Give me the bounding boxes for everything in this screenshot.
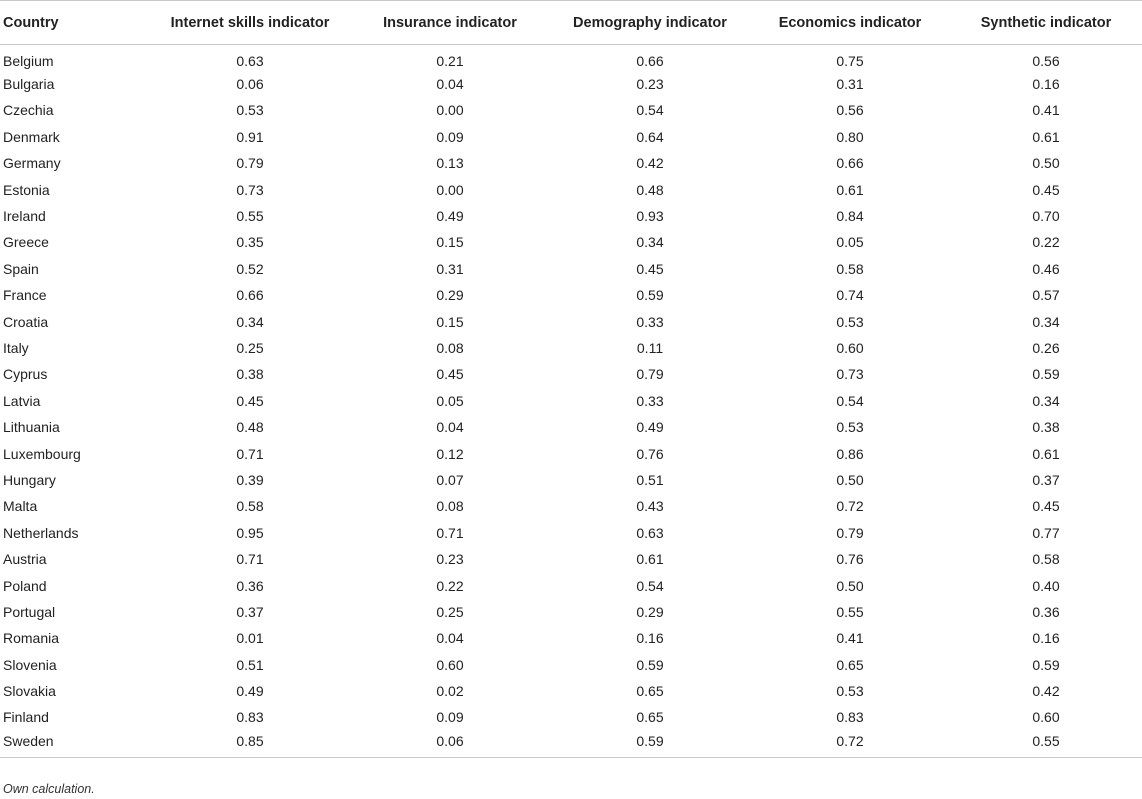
economics-cell: 0.83	[836, 709, 864, 726]
internet-skills-cell: 0.66	[236, 287, 264, 304]
table-row	[0, 467, 1142, 493]
insurance-cell: 0.15	[436, 313, 464, 330]
country-cell: Sweden	[0, 731, 150, 757]
synthetic-cell: 0.26	[1032, 339, 1060, 356]
insurance-cell: 0.71	[436, 524, 464, 541]
demography-cell: 0.29	[636, 603, 664, 620]
economics-cell: 0.84	[836, 208, 864, 225]
table-row	[0, 256, 1142, 282]
table-row	[0, 678, 1142, 704]
demography-cell: 0.59	[636, 287, 664, 304]
insurance-cell: 0.08	[436, 498, 464, 515]
insurance-cell: 0.13	[436, 155, 464, 172]
economics-cell: 0.65	[836, 656, 864, 673]
insurance-cell: 0.08	[436, 339, 464, 356]
demography-cell: 0.66	[636, 52, 664, 69]
synthetic-cell: 0.57	[1032, 287, 1060, 304]
synthetic-cell: 0.61	[1032, 128, 1060, 145]
demography-cell: 0.54	[636, 577, 664, 594]
country-cell: Latvia	[3, 392, 41, 409]
economics-cell: 0.58	[836, 260, 864, 277]
economics-cell: 0.76	[836, 551, 864, 568]
demography-cell: 0.16	[636, 630, 664, 647]
country-cell: Czechia	[3, 102, 54, 119]
internet-skills-cell: 0.49	[236, 683, 264, 700]
internet-skills-cell: 0.36	[236, 577, 264, 594]
insurance-cell: 0.04	[436, 630, 464, 647]
table-row	[0, 335, 1142, 361]
internet-skills-cell: 0.37	[236, 603, 264, 620]
internet-skills-cell: 0.01	[236, 630, 264, 647]
demography-cell: 0.51	[636, 471, 664, 488]
country-cell: Cyprus	[3, 366, 48, 383]
insurance-cell: 0.21	[436, 52, 464, 69]
economics-cell: 0.60	[836, 339, 864, 356]
table-row	[0, 124, 1142, 150]
economics-cell: 0.86	[836, 445, 864, 462]
synthetic-cell: 0.50	[1032, 155, 1060, 172]
demography-cell: 0.61	[636, 551, 664, 568]
economics-cell: 0.79	[836, 524, 864, 541]
internet-skills-cell: 0.73	[236, 181, 264, 198]
synthetic-cell: 0.56	[1032, 52, 1060, 69]
insurance-cell: 0.45	[436, 366, 464, 383]
economics-cell: 0.61	[836, 181, 864, 198]
header-insurance: Insurance indicator	[350, 1, 550, 45]
internet-skills-cell: 0.95	[236, 524, 264, 541]
table-row	[0, 731, 1142, 757]
economics-cell: 0.41	[836, 630, 864, 647]
synthetic-cell: 0.16	[1032, 630, 1060, 647]
demography-cell: 0.65	[636, 709, 664, 726]
demography-cell: 0.45	[636, 260, 664, 277]
demography-cell: 0.33	[636, 392, 664, 409]
table-row	[0, 388, 1142, 414]
demography-cell: 0.42	[636, 155, 664, 172]
table-row	[0, 150, 1142, 176]
country-cell: Austria	[3, 551, 47, 568]
internet-skills-cell: 0.83	[236, 709, 264, 726]
demography-cell: 0.59	[550, 731, 750, 757]
demography-cell: 0.64	[636, 128, 664, 145]
insurance-cell: 0.12	[436, 445, 464, 462]
country-cell: Netherlands	[3, 524, 79, 541]
insurance-cell: 0.23	[436, 551, 464, 568]
demography-cell: 0.48	[636, 181, 664, 198]
country-cell: Bulgaria	[3, 76, 55, 93]
internet-skills-cell: 0.71	[236, 551, 264, 568]
synthetic-cell: 0.34	[1032, 392, 1060, 409]
economics-cell: 0.74	[836, 287, 864, 304]
table-row	[0, 176, 1142, 202]
demography-cell: 0.59	[636, 656, 664, 673]
table-row	[0, 229, 1142, 255]
synthetic-cell: 0.60	[1032, 709, 1060, 726]
insurance-cell: 0.49	[436, 208, 464, 225]
table-row	[0, 308, 1142, 334]
demography-cell: 0.63	[636, 524, 664, 541]
demography-cell: 0.49	[636, 419, 664, 436]
economics-cell: 0.80	[836, 128, 864, 145]
internet-skills-cell: 0.91	[236, 128, 264, 145]
header-synthetic: Synthetic indicator	[950, 1, 1142, 45]
country-cell: Lithuania	[3, 419, 60, 436]
demography-cell: 0.33	[636, 313, 664, 330]
country-cell: Italy	[3, 339, 29, 356]
internet-skills-cell: 0.79	[236, 155, 264, 172]
country-cell: Slovakia	[3, 683, 56, 700]
table-row	[0, 625, 1142, 651]
table-row	[0, 282, 1142, 308]
internet-skills-cell: 0.85	[150, 731, 350, 757]
country-cell: Estonia	[3, 181, 50, 198]
country-cell: Portugal	[3, 603, 56, 620]
insurance-cell: 0.04	[436, 76, 464, 93]
country-cell: France	[3, 287, 47, 304]
country-cell: Luxembourg	[3, 445, 81, 462]
country-cell: Slovenia	[3, 656, 57, 673]
economics-cell: 0.54	[836, 392, 864, 409]
economics-cell: 0.72	[750, 731, 950, 757]
table-row	[0, 493, 1142, 519]
synthetic-cell: 0.34	[1032, 313, 1060, 330]
synthetic-cell: 0.77	[1032, 524, 1060, 541]
internet-skills-cell: 0.39	[236, 471, 264, 488]
insurance-cell: 0.29	[436, 287, 464, 304]
table-row	[0, 520, 1142, 546]
internet-skills-cell: 0.51	[236, 656, 264, 673]
economics-cell: 0.53	[836, 313, 864, 330]
header-country: Country	[0, 1, 150, 45]
synthetic-cell: 0.70	[1032, 208, 1060, 225]
insurance-cell: 0.00	[436, 102, 464, 119]
internet-skills-cell: 0.71	[236, 445, 264, 462]
synthetic-cell: 0.46	[1032, 260, 1060, 277]
table-row	[0, 599, 1142, 625]
economics-cell: 0.72	[836, 498, 864, 515]
economics-cell: 0.75	[836, 52, 864, 69]
economics-cell: 0.53	[836, 683, 864, 700]
insurance-cell: 0.22	[436, 577, 464, 594]
country-cell: Germany	[3, 155, 61, 172]
table-row	[0, 651, 1142, 677]
country-cell: Denmark	[3, 128, 60, 145]
synthetic-cell: 0.37	[1032, 471, 1060, 488]
internet-skills-cell: 0.06	[236, 76, 264, 93]
country-cell: Malta	[3, 498, 38, 515]
country-cell: Romania	[3, 630, 60, 647]
insurance-cell: 0.15	[436, 234, 464, 251]
internet-skills-cell: 0.34	[236, 313, 264, 330]
synthetic-cell: 0.59	[1032, 656, 1060, 673]
country-cell: Poland	[3, 577, 47, 594]
table-row	[0, 440, 1142, 466]
internet-skills-cell: 0.48	[236, 419, 264, 436]
insurance-cell: 0.05	[436, 392, 464, 409]
demography-cell: 0.54	[636, 102, 664, 119]
demography-cell: 0.23	[636, 76, 664, 93]
header-demography: Demography indicator	[550, 1, 750, 45]
internet-skills-cell: 0.63	[236, 52, 264, 69]
table-footnote: Own calculation.	[3, 782, 95, 796]
insurance-cell: 0.00	[436, 181, 464, 198]
internet-skills-cell: 0.35	[236, 234, 264, 251]
country-cell: Ireland	[3, 208, 46, 225]
synthetic-cell: 0.59	[1032, 366, 1060, 383]
insurance-cell: 0.25	[436, 603, 464, 620]
economics-cell: 0.50	[836, 577, 864, 594]
demography-cell: 0.11	[636, 339, 664, 356]
country-cell: Finland	[3, 709, 49, 726]
demography-cell: 0.93	[636, 208, 664, 225]
insurance-cell: 0.09	[436, 128, 464, 145]
demography-cell: 0.43	[636, 498, 664, 515]
demography-cell: 0.34	[636, 234, 664, 251]
economics-cell: 0.50	[836, 471, 864, 488]
table-row	[0, 71, 1142, 97]
internet-skills-cell: 0.58	[236, 498, 264, 515]
insurance-cell: 0.02	[436, 683, 464, 700]
economics-cell: 0.31	[836, 76, 864, 93]
internet-skills-cell: 0.25	[236, 339, 264, 356]
header-row	[0, 1, 1142, 45]
internet-skills-cell: 0.52	[236, 260, 264, 277]
internet-skills-cell: 0.45	[236, 392, 264, 409]
table-body	[0, 45, 1142, 758]
economics-cell: 0.53	[836, 419, 864, 436]
table-row	[0, 414, 1142, 440]
country-cell: Spain	[3, 260, 39, 277]
internet-skills-cell: 0.38	[236, 366, 264, 383]
synthetic-cell: 0.55	[950, 731, 1142, 757]
internet-skills-cell: 0.55	[236, 208, 264, 225]
synthetic-cell: 0.16	[1032, 76, 1060, 93]
synthetic-cell: 0.36	[1032, 603, 1060, 620]
synthetic-cell: 0.61	[1032, 445, 1060, 462]
insurance-cell: 0.60	[436, 656, 464, 673]
table-row	[0, 97, 1142, 123]
synthetic-cell: 0.45	[1032, 498, 1060, 515]
demography-cell: 0.79	[636, 366, 664, 383]
country-cell: Belgium	[3, 52, 54, 69]
insurance-cell: 0.09	[436, 709, 464, 726]
country-cell: Hungary	[3, 471, 56, 488]
synthetic-cell: 0.40	[1032, 577, 1060, 594]
economics-cell: 0.05	[836, 234, 864, 251]
header-internet-skills: Internet skills indicator	[150, 1, 350, 45]
demography-cell: 0.76	[636, 445, 664, 462]
economics-cell: 0.66	[836, 155, 864, 172]
demography-cell: 0.65	[636, 683, 664, 700]
table-row	[0, 572, 1142, 598]
country-cell: Croatia	[3, 313, 49, 330]
insurance-cell: 0.04	[436, 419, 464, 436]
economics-cell: 0.73	[836, 366, 864, 383]
synthetic-cell: 0.38	[1032, 419, 1060, 436]
synthetic-cell: 0.42	[1032, 683, 1060, 700]
synthetic-cell: 0.45	[1032, 181, 1060, 198]
table-row	[0, 704, 1142, 730]
table-row	[0, 45, 1142, 71]
synthetic-cell: 0.58	[1032, 551, 1060, 568]
internet-skills-cell: 0.53	[236, 102, 264, 119]
economics-cell: 0.56	[836, 102, 864, 119]
country-cell: Greece	[3, 234, 49, 251]
synthetic-cell: 0.22	[1032, 234, 1060, 251]
header-economics: Economics indicator	[750, 1, 950, 45]
table-row	[0, 203, 1142, 229]
synthetic-cell: 0.41	[1032, 102, 1060, 119]
table-row	[0, 361, 1142, 387]
insurance-cell: 0.07	[436, 471, 464, 488]
insurance-cell: 0.31	[436, 260, 464, 277]
table-header	[0, 1, 1142, 45]
table-row	[0, 546, 1142, 572]
economics-cell: 0.55	[836, 603, 864, 620]
insurance-cell: 0.06	[350, 731, 550, 757]
